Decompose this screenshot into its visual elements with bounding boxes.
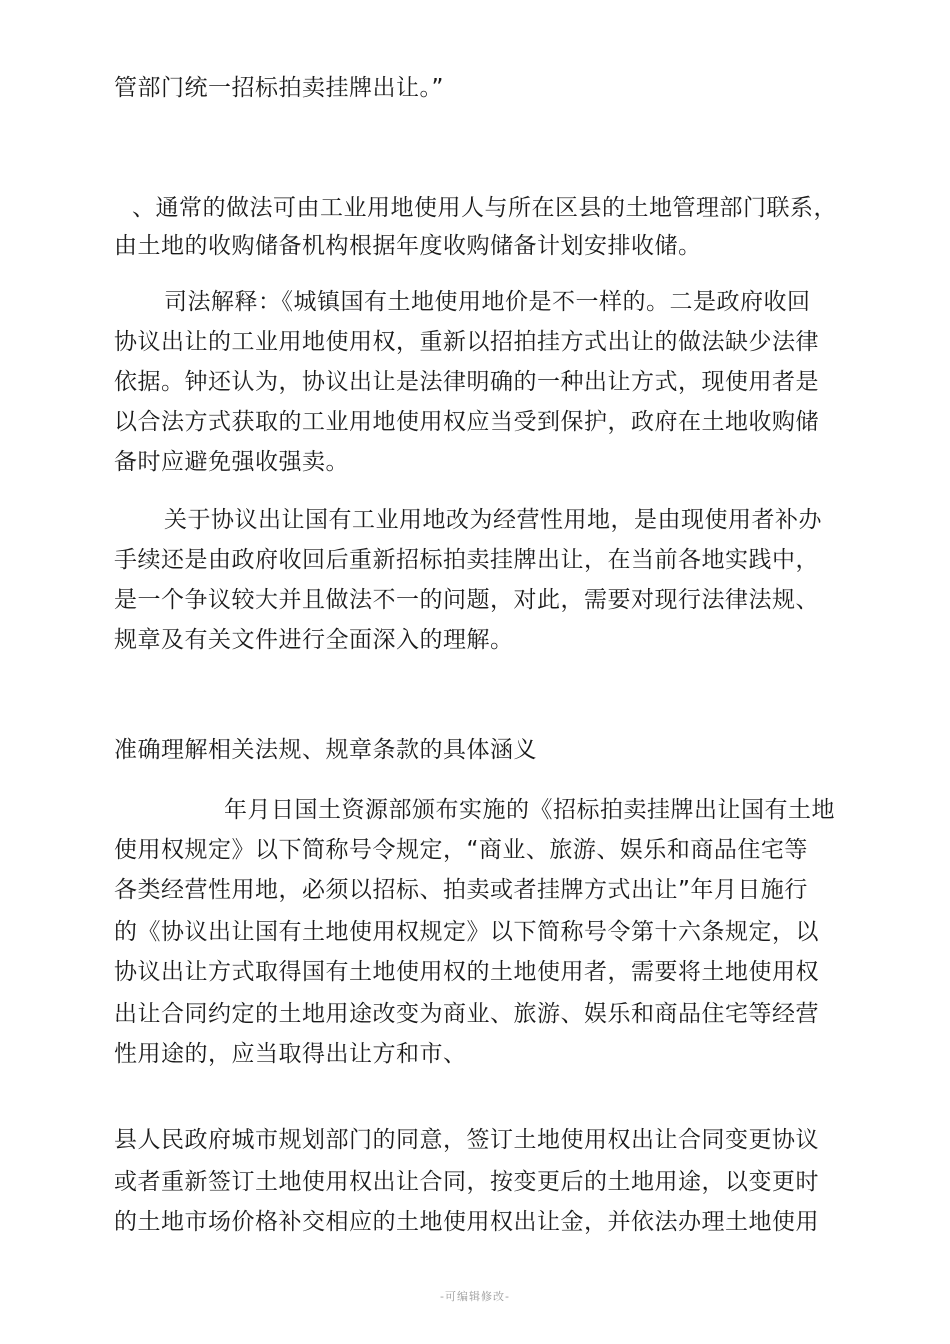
- text-line: 各类经营性用地，必须以招标、拍卖或者挂牌方式出让”年月日施行: [114, 877, 808, 903]
- text-line: 协议出让方式取得国有土地使用权的土地使用者，需要将土地使用权: [114, 959, 819, 985]
- text-line: 手续还是由政府收回后重新招标拍卖挂牌出让，在当前各地实践中，: [114, 547, 819, 573]
- text-line: 年月日国土资源部颁布实施的《招标拍卖挂牌出让国有土地: [224, 797, 835, 823]
- text-line: 、通常的做法可由工业用地使用人与所在区县的土地管理部门联系，: [132, 195, 837, 221]
- text-line: 依据。钟还认为，协议出让是法律明确的一种出让方式，现使用者是: [114, 369, 819, 395]
- text-line: 的《协议出让国有土地使用权规定》以下简称号令第十六条规定，以: [114, 919, 819, 945]
- text-line: 性用途的，应当取得出让方和市、: [114, 1041, 467, 1067]
- text-line: 关于协议出让国有工业用地改为经营性用地，是由现使用者补办: [164, 507, 822, 533]
- text-line: 以合法方式获取的工业用地使用权应当受到保护，政府在土地收购储: [114, 409, 819, 435]
- text-line: 是一个争议较大并且做法不一的问题，对此，需要对现行法律法规、: [114, 587, 819, 613]
- text-line: 管部门统一招标拍卖挂牌出让。”: [114, 75, 444, 101]
- text-line: 备时应避免强收强卖。: [114, 449, 349, 475]
- text-line: 使用权规定》以下简称号令规定，“商业、旅游、娱乐和商品住宅等: [114, 837, 808, 863]
- text-line: 或者重新签订土地使用权出让合同，按变更后的土地用途，以变更时: [114, 1169, 819, 1195]
- page-footer: -可编辑修改-: [440, 1290, 510, 1303]
- text-line: 县人民政府城市规划部门的同意，签订土地使用权出让合同变更协议: [114, 1127, 819, 1153]
- text-line: 出让合同约定的土地用途改变为商业、旅游、娱乐和商品住宅等经营: [114, 1001, 819, 1027]
- section-heading: 准确理解相关法规、规章条款的具体涵义: [114, 737, 537, 763]
- text-line: 司法解释：《城镇国有土地使用地价是不一样的。二是政府收回: [164, 289, 811, 315]
- text-line: 规章及有关文件进行全面深入的理解。: [114, 627, 514, 653]
- text-line: 由土地的收购储备机构根据年度收购储备计划安排收储。: [114, 233, 702, 259]
- text-line: 的土地市场价格补交相应的土地使用权出让金，并依法办理土地使用: [114, 1209, 819, 1235]
- text-line: 协议出让的工业用地使用权，重新以招拍挂方式出让的做法缺少法律: [114, 329, 819, 355]
